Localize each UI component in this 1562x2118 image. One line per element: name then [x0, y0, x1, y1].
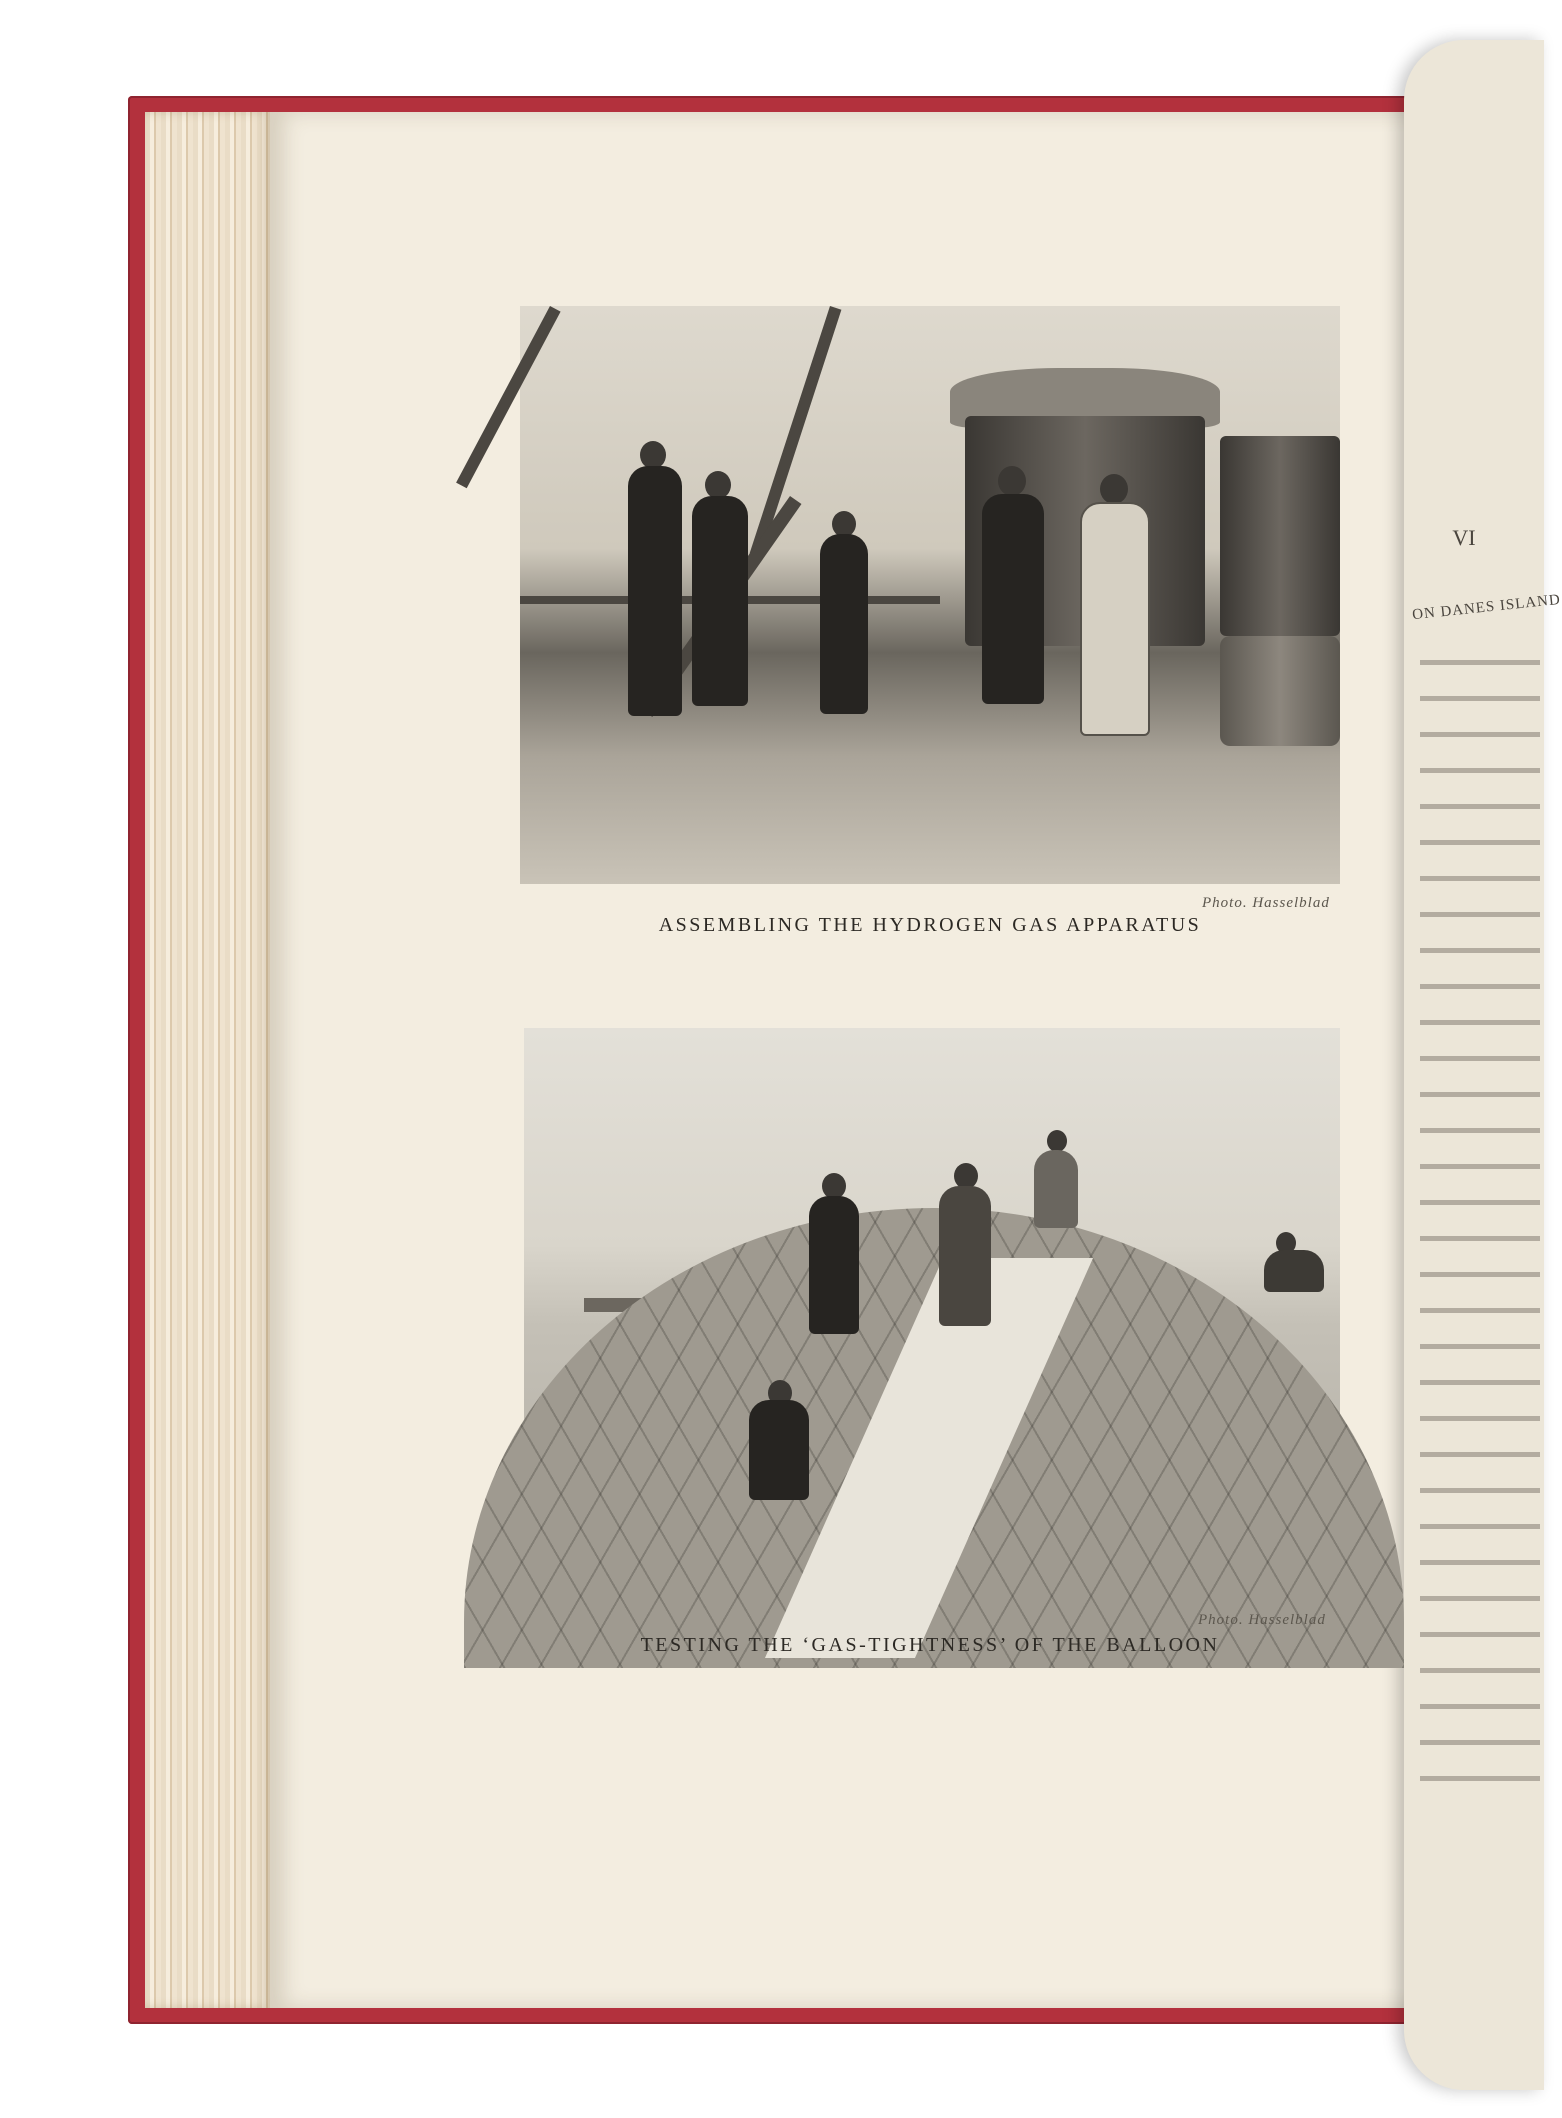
photo-balloon-test: [524, 1028, 1340, 1601]
page-edges: [145, 112, 270, 2008]
facing-chapter-number: VI: [1452, 525, 1476, 550]
caption-hydrogen-apparatus: ASSEMBLING THE HYDROGEN GAS APPARATUS: [658, 914, 1202, 936]
photo-hydrogen-apparatus: [520, 306, 1340, 884]
facing-body-text: [1420, 660, 1540, 1810]
photo-credit-1: Photo. Hasselblad: [1202, 895, 1330, 911]
caption-balloon-test: TESTING THE ‘GAS-TIGHTNESS’ OF THE BALLOON: [640, 1634, 1220, 1656]
photo-credit-2: Photo. Hasselblad: [1198, 1612, 1326, 1628]
facing-running-heading: ON DANES ISLAND: [1411, 591, 1562, 624]
facing-page: [1404, 40, 1562, 2090]
